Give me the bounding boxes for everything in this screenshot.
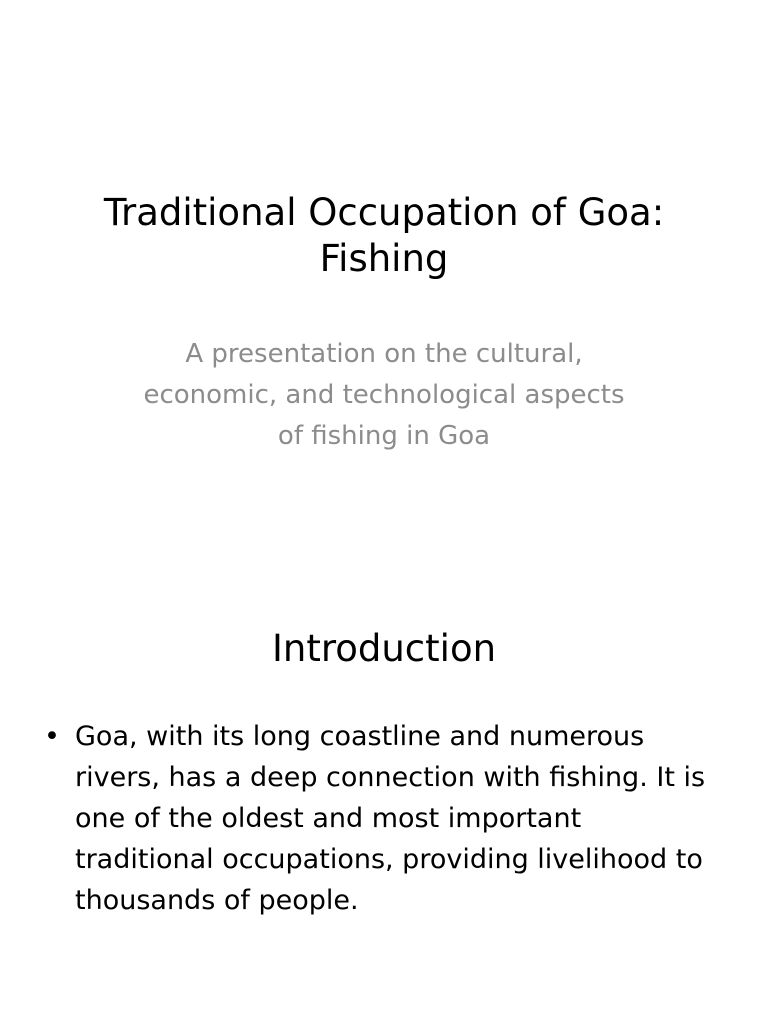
bullet-text-line: rivers, has a deep connection with fishing. It is	[75, 762, 706, 793]
bullet-text-line: one of the oldest and most important	[75, 803, 582, 834]
slide-introduction	[0, 512, 768, 1024]
slide-subtitle	[100, 334, 668, 457]
title-line: Traditional Occupation of Goa:	[103, 191, 665, 234]
title-line: Fishing	[319, 237, 449, 280]
bullet-text-line: Goa, with its long coastline and numerous	[75, 721, 645, 752]
bullet-marker: •	[44, 721, 60, 752]
subtitle-line: economic, and technological aspects	[143, 380, 625, 410]
bullet-item	[40, 716, 740, 921]
section-heading: Introduction	[271, 627, 497, 670]
slide-title-heading	[40, 190, 728, 282]
bullet-text-line: thousands of people.	[75, 885, 359, 916]
bullet-list	[40, 716, 740, 921]
subtitle-line: of fishing in Goa	[277, 421, 491, 451]
bullet-text-line: traditional occupations, providing livelihood to	[75, 844, 703, 875]
subtitle-line: A presentation on the cultural,	[185, 339, 583, 369]
